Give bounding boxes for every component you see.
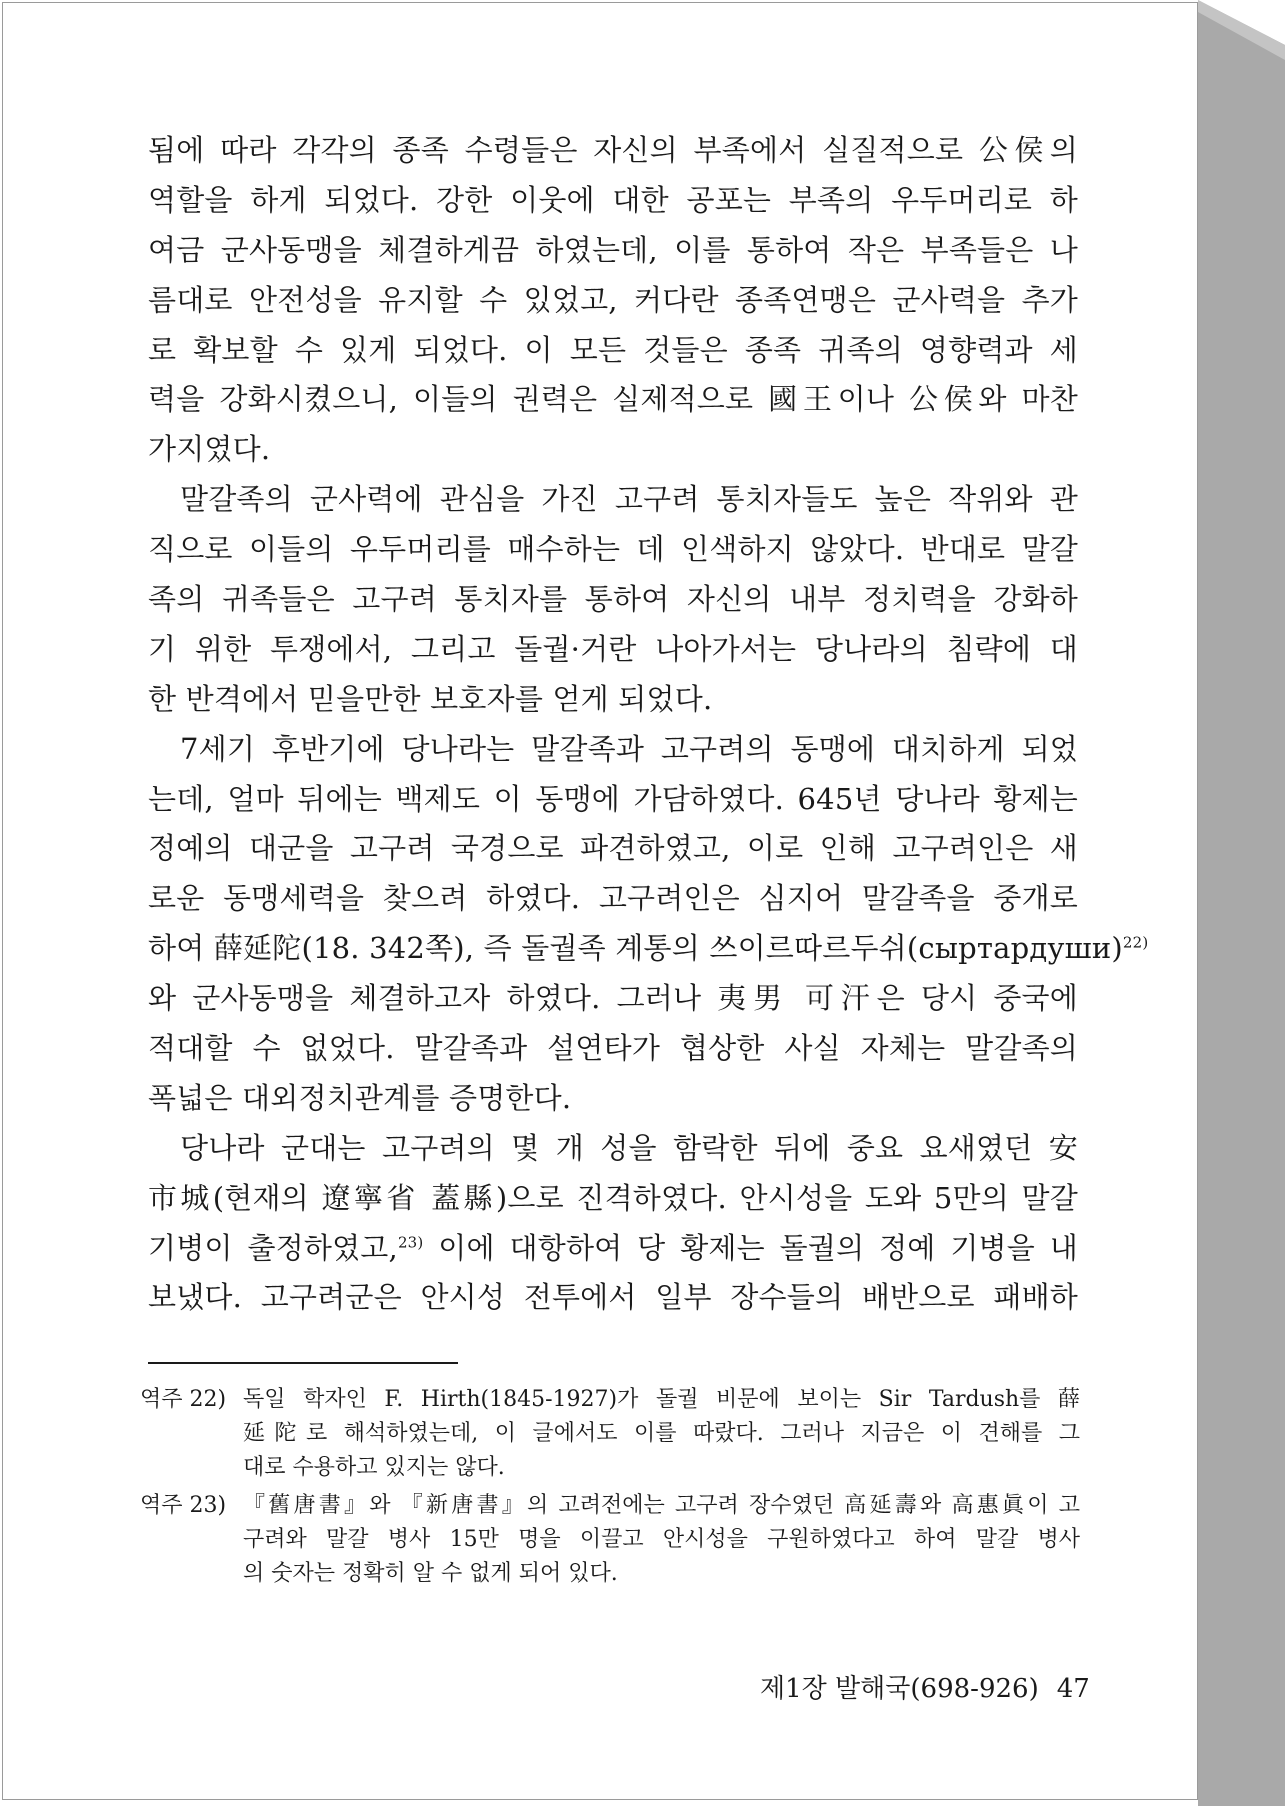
footnote-ref-22[interactable]: 22) (1122, 933, 1149, 952)
text-line: 폭넓은 대외정치관계를 증명한다. (148, 1080, 572, 1115)
text-line: 는데, 얼마 뒤에는 백제도 이 동맹에 가담하였다. 645년 당나라 황제는 (148, 781, 1078, 816)
footnote-body (243, 1383, 1080, 1485)
chapter-title: 제1장 발해국(698-926) (760, 1674, 1039, 1704)
text-line: 족의 귀족들은 고구려 통치자를 통하여 자신의 내부 정치력을 강화하 (148, 582, 1078, 617)
page-number: 47 (1056, 1674, 1090, 1704)
text-line: 직으로 이들의 우두머리를 매수하는 데 인색하지 않았다. 반대로 말갈 (148, 532, 1078, 567)
text-line: 로운 동맹세력을 찾으려 하였다. 고구려인은 심지어 말갈족을 중개로 (148, 881, 1078, 916)
text-line: 기 위한 투쟁에서, 그리고 돌궐·거란 나아가서는 당나라의 침략에 대 (148, 631, 1078, 666)
text-line: 역할을 하게 되었다. 강한 이웃에 대한 공포는 부족의 우두머리로 하 (148, 182, 1078, 217)
footnote-ref-23[interactable]: 23) (397, 1232, 424, 1251)
footnote-line: 대로 수용하고 있지는 않다. (243, 1455, 505, 1480)
text-line: 와 군사동맹을 체결하고자 하였다. 그러나 夷男 可汗은 당시 중국에 (148, 981, 1078, 1016)
page-stack-edge (1198, 0, 1285, 1806)
text-line: 한 반격에서 믿을만한 보호자를 얻게 되었다. (148, 681, 713, 716)
body-text (148, 128, 1149, 1325)
page-footer (760, 1672, 1090, 1706)
text-line: 정예의 대군을 고구려 국경으로 파견하였고, 이로 인해 고구려인은 새 (148, 831, 1078, 866)
text-line: 름대로 안전성을 유지할 수 있었고, 커다란 종족연맹은 군사력을 추가 (148, 282, 1078, 317)
text-segment: 기병이 출정하였고, (148, 1230, 398, 1265)
footnote-line: 구려와 말갈 병사 15만 명을 이끌고 안시성을 구원하였다고 하여 말갈 병사 (243, 1527, 1080, 1552)
text-line: 7세기 후반기에 당나라는 말갈족과 고구려의 동맹에 대치하게 되었 (180, 731, 1078, 766)
footnote-line: 延陀로 해석하였는데, 이 글에서도 이를 따랐다. 그러나 지금은 이 견해를 그 (243, 1421, 1080, 1446)
text-line: 당나라 군대는 고구려의 몇 개 성을 함락한 뒤에 중요 요새였던 安 (180, 1130, 1078, 1165)
text-line-with-ref (148, 1226, 1078, 1276)
text-line: 가지였다. (148, 432, 271, 467)
text-line: 력을 강화시켰으니, 이들의 권력은 실제적으로 國王이나 公侯와 마찬 (148, 382, 1078, 417)
text-line: 됨에 따라 각각의 종족 수령들은 자신의 부족에서 실질적으로 公侯의 (148, 133, 1078, 167)
text-line: 보냈다. 고구려군은 안시성 전투에서 일부 장수들의 배반으로 패배하 (148, 1280, 1078, 1315)
text-segment: 하여 薛延陀(18. 342쪽), 즉 돌궐족 계통의 쓰이르따르두쉬(сыртардуши) (148, 931, 1123, 966)
footnote-line: 독일 학자인 F. Hirth(1845-1927)가 돌궐 비문에 보이는 Sir Tardush를 薛 (243, 1387, 1080, 1412)
text-line-with-ref (148, 926, 1149, 976)
footnote-body (243, 1489, 1080, 1591)
footnote-22 (140, 1383, 1080, 1485)
text-line: 로 확보할 수 있게 되었다. 이 모든 것들은 종족 귀족의 영향력과 세 (148, 332, 1078, 367)
footnote-line: 의 숫자는 정확히 알 수 없게 되어 있다. (243, 1561, 618, 1586)
footnote-23 (140, 1489, 1080, 1591)
text-line: 市城(현재의 遼寧省 蓋縣)으로 진격하였다. 안시성을 도와 5만의 말갈 (148, 1180, 1078, 1215)
footnote-line: 『舊唐書』와 『新唐書』의 고려전에는 고구려 장수였던 高延壽와 高惠眞이 고 (243, 1493, 1080, 1518)
footnote-divider (148, 1362, 458, 1364)
text-line: 적대할 수 없었다. 말갈족과 설연타가 협상한 사실 자체는 말갈족의 (148, 1031, 1078, 1066)
footnote-label: 역주 22) (140, 1387, 227, 1412)
text-line: 여금 군사동맹을 체결하게끔 하였는데, 이를 통하여 작은 부족들은 나 (148, 232, 1078, 267)
text-line: 말갈족의 군사력에 관심을 가진 고구려 통치자들도 높은 작위와 관 (180, 482, 1078, 517)
text-segment: 이에 대항하여 당 황제는 돌궐의 정예 기병을 내 (423, 1230, 1078, 1265)
footnote-label: 역주 23) (140, 1493, 227, 1518)
footnotes (140, 1383, 1080, 1595)
